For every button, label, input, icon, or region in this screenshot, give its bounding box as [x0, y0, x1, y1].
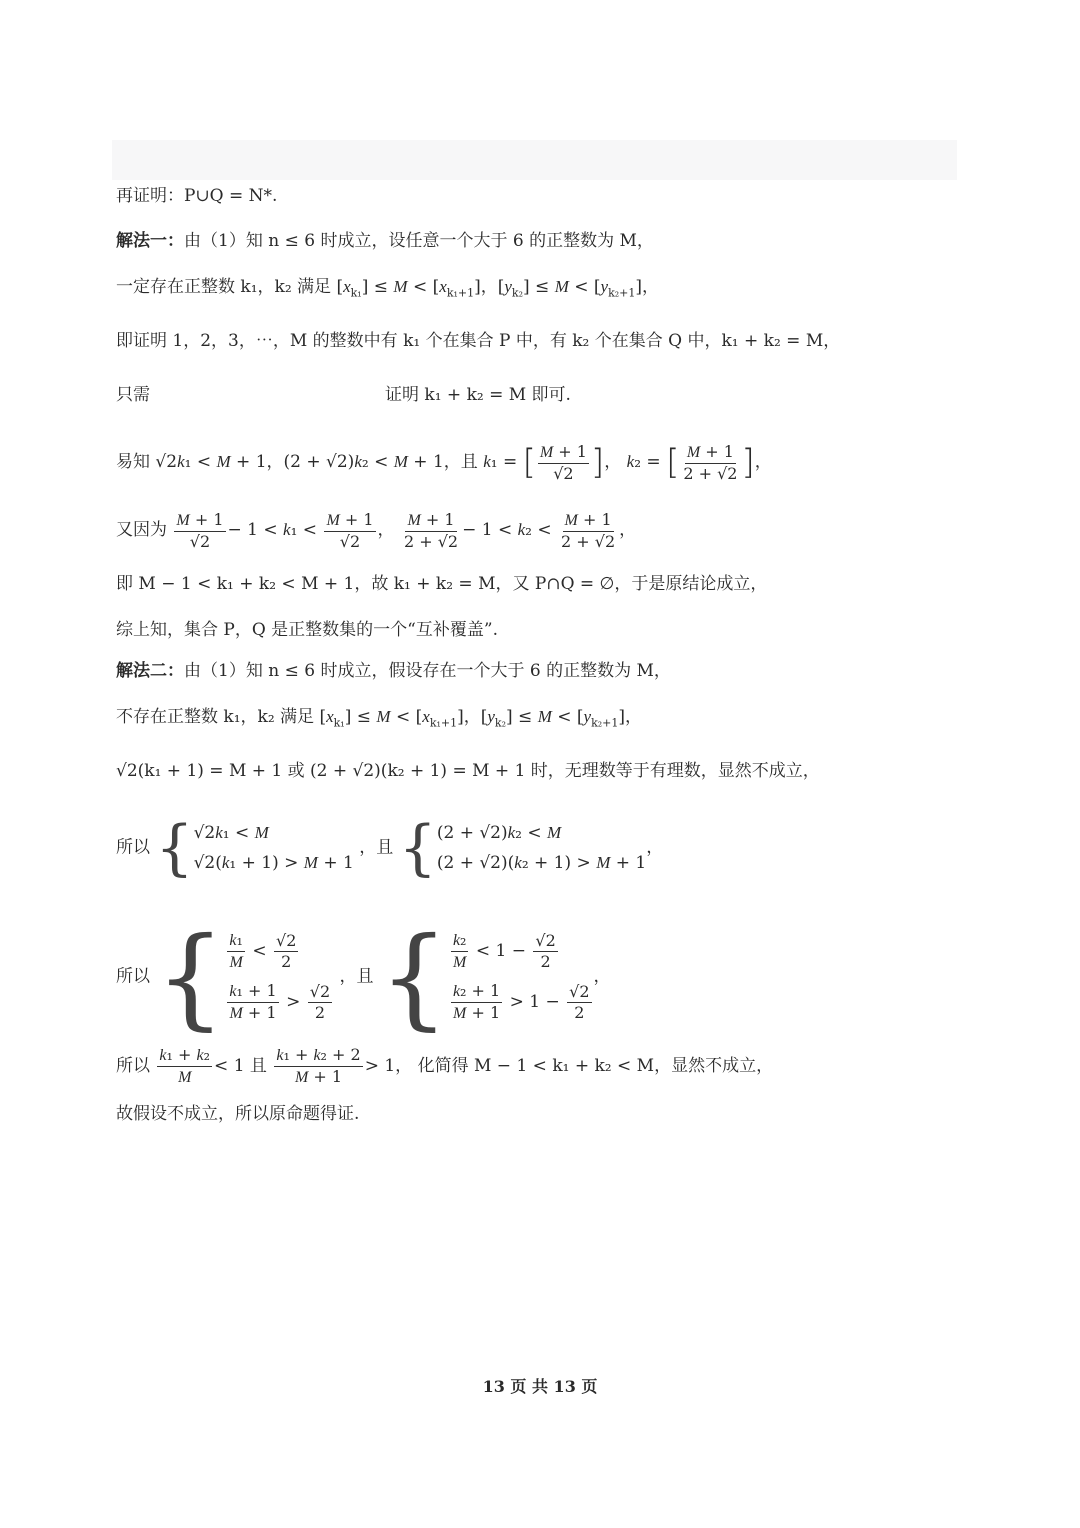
method-two-label: 解法二： [116, 661, 184, 681]
line-proof-union [116, 185, 277, 207]
method-one-text: 由（1）知 n ≤ 6 时成立，设任意一个大于 6 的正整数为 M， [184, 231, 654, 251]
method-two-text: 由（1）知 n ≤ 6 时成立，假设存在一个大于 6 的正整数为 M， [184, 661, 671, 681]
line-system-two: 所以 { $\frac{\text{k₁}}{M}$ < $\frac{√2}{2}$ $\frac{\text{k₁ + 1}}{M + 1}$ > $\frac{√2}{2}$ ，且 { $\frac{\text{k₂}}{M}$ < 1 − $\frac{√2}{2}$ $\frac{\text{k₂ + 1}}{M + 1}$ > 1 − $\frac{√2}{2}$ ， [116, 913, 611, 1041]
line-exist-k [116, 276, 659, 304]
text-summary: 综上知，集合 P，Q 是正整数集的一个“互补覆盖”. [116, 620, 498, 640]
text-prove-sum: 证明 k₁ + k₂ = M 即可. [385, 385, 571, 405]
formula-k-bounds: √2k₁ < M + 1，(2 + √2)k₂ < M + 1，且 k₁ = [ $\frac{M + 1}{√2}$ ]， k₂ = [ $\frac{M + 1}{2 + √2}$ ]， [155, 441, 772, 483]
line-easy-know [116, 440, 772, 484]
line-final [116, 1103, 359, 1125]
text-so-2: 所以 [116, 966, 150, 987]
text-and-1: ，且 [359, 837, 394, 858]
text-so-3: 所以 [116, 1056, 150, 1076]
page-footer: 13 页 共 13 页 [482, 1377, 598, 1396]
method-one-label: 解法一： [116, 231, 184, 251]
text-easy-know: 易知 [116, 452, 150, 472]
line-summary [116, 619, 498, 641]
line-irrational [116, 760, 820, 782]
text-exist-k: 一定存在正整数 k₁，k₂ 满足 [116, 277, 332, 297]
text-final: 故假设不成立，所以原命题得证. [116, 1104, 360, 1124]
text-so-1: 所以 [116, 837, 150, 858]
line-method-two [116, 660, 671, 682]
formula-floor-bounds-2: $[x_{k_1}] \le M < [x_{k_1+1}]$，$[y_{k_2}] \le M < [y_{k_2+1}]$， [319, 707, 643, 730]
line-only-need [116, 384, 571, 406]
text-not-exist-k: 不存在正整数 k₁，k₂ 满足 [116, 707, 315, 727]
text-proof-union: 再证明：P∪Q = N*. [116, 186, 278, 206]
formula-k-inequalities: $\frac{M + 1}{√2}$ − 1 < k₁ < $\frac{M + 1}{√2}$ ， $\frac{M + 1}{2 + √2}$ − 1 < k₂ < $\frac{M + 1}{2 + √2}$ ， [176, 509, 637, 551]
line-simplify [116, 1044, 773, 1088]
shaded-band [112, 140, 957, 180]
line-conclusion-one [116, 573, 767, 595]
line-count [116, 330, 840, 352]
text-conclusion-one: 即 M − 1 < k₁ + k₂ < M + 1，故 k₁ + k₂ = M，又 P∩Q = ∅，于是原结论成立， [116, 574, 768, 594]
text-and-2: ，且 [339, 966, 374, 987]
formula-sum-ratio: $\frac{\text{k₁ + k₂}}{M}$ < 1 且 $\frac{\text{k₁ + k₂ + 2}}{M + 1}$ > 1， [159, 1045, 418, 1086]
line-not-exist-k [116, 706, 642, 734]
text-count: 即证明 1，2，3，⋯，M 的整数中有 k₁ 个在集合 P 中，有 k₂ 个在集合 Q 中，k₁ + k₂ = M， [116, 331, 841, 351]
system-k1: { √2k₁ < M √2(k₁ + 1) > M + 1 [155, 813, 354, 883]
line-method-one [116, 230, 654, 252]
line-system-one: 所以 { √2k₁ < M √2(k₁ + 1) > M + 1 ，且 { (2 + √2)k₂ < M (2 + √2)(k₂ + 1) > M + 1 ， [116, 813, 664, 883]
system-ratio-k1: { $\frac{\text{k₁}}{M}$ < $\frac{√2}{2}$ $\frac{\text{k₁ + 1}}{M + 1}$ > $\frac{√2}{2}$ [155, 913, 331, 1041]
line-because [116, 508, 636, 552]
text-only-need: 只需 [116, 385, 150, 405]
system-ratio-k2: { $\frac{\text{k₂}}{M}$ < 1 − $\frac{√2}{2}$ $\frac{\text{k₂ + 1}}{M + 1}$ > 1 − $\frac{√2}{2}$ [378, 913, 590, 1041]
formula-floor-bounds-1: $[x_{k_1}] \le M < [x_{k_1+1}]$，$[y_{k_2}] \le M < [y_{k_2+1}]$， [336, 277, 660, 300]
text-irrational: √2(k₁ + 1) = M + 1 或 (2 + √2)(k₂ + 1) = M + 1 时，无理数等于有理数，显然不成立， [116, 761, 820, 781]
text-simplify: 化简得 M − 1 < k₁ + k₂ < M，显然不成立， [417, 1056, 774, 1076]
system-k2: { (2 + √2)k₂ < M (2 + √2)(k₂ + 1) > M + 1 [398, 813, 647, 883]
text-because: 又因为 [116, 520, 167, 540]
